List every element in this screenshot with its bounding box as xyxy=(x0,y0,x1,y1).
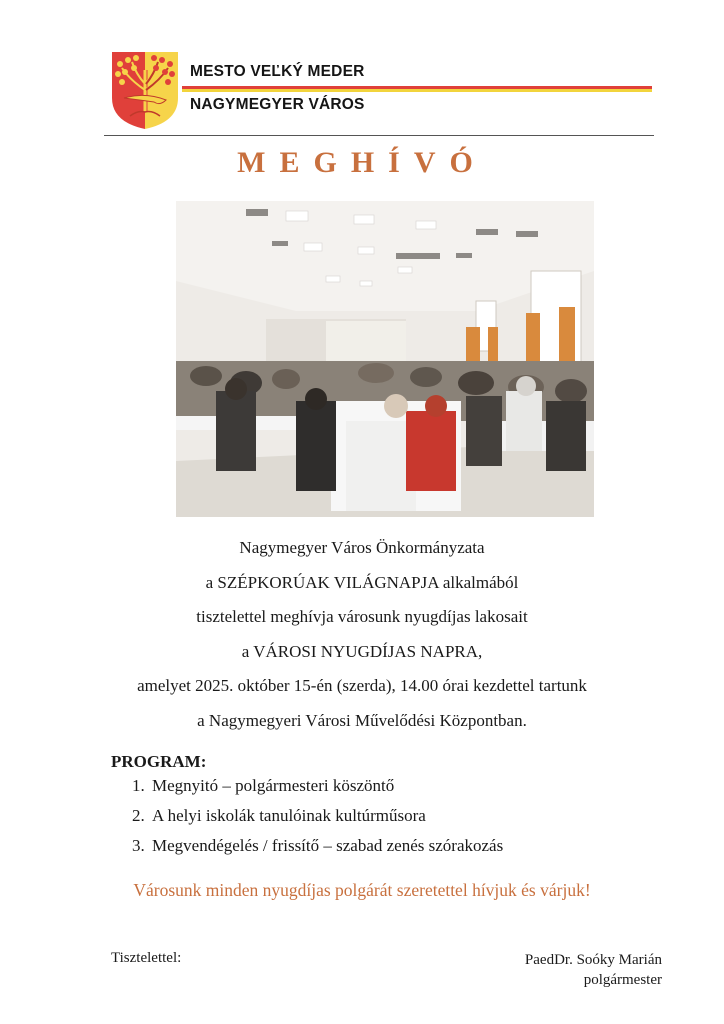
banquet-hall-image xyxy=(176,201,594,517)
program-section xyxy=(111,752,503,864)
city-name-slovak: MESTO VEĽKÝ MEDER xyxy=(190,63,365,80)
header-divider xyxy=(104,135,654,136)
signature-block xyxy=(525,950,662,990)
body-line: a SZÉPKORÚAK VILÁGNAPJA alkalmából xyxy=(205,572,519,592)
signatory-role: polgármester xyxy=(583,972,662,988)
program-item: 3. Megvendégelés / frissítő – szabad zenés szórakozás xyxy=(132,836,504,855)
program-item: 1. Megnyitó – polgármesteri köszöntő xyxy=(132,776,395,795)
page-title: MEGHÍVÓ xyxy=(237,146,487,179)
closing-message: Városunk minden nyugdíjas polgárát szeretettel hívjuk és várjuk! xyxy=(133,880,591,900)
flag-stripe xyxy=(182,86,652,92)
city-name-hungarian: NAGYMEGYER VÁROS xyxy=(190,96,365,113)
invitation-body xyxy=(0,531,724,738)
program-list xyxy=(111,774,503,864)
body-line: amelyet 2025. október 15-én (szerda), 14.00 órai kezdettel tartunk xyxy=(137,676,587,695)
greeting: Tisztelettel: xyxy=(111,950,182,966)
body-line: a VÁROSI NYUGDÍJAS NAPRA, xyxy=(241,641,483,661)
letterhead xyxy=(108,50,656,134)
program-heading: PROGRAM: xyxy=(111,752,207,771)
signatory-name: PaedDr. Soóky Marián xyxy=(524,952,662,968)
body-line: a Nagymegyeri Városi Művelődési Központban. xyxy=(197,710,527,730)
program-item: 2. A helyi iskolák tanulóinak kultúrműsora xyxy=(132,806,426,825)
body-line: Nagymegyer Város Önkormányzata xyxy=(239,538,485,557)
event-photo xyxy=(176,201,594,517)
coat-of-arms-icon xyxy=(110,50,180,130)
body-line: tisztelettel meghívja városunk nyugdíjas lakosait xyxy=(196,607,528,626)
